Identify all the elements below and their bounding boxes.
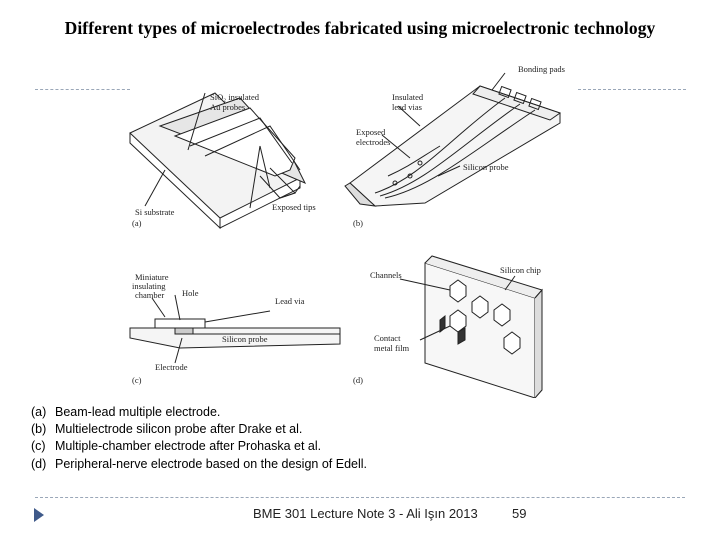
label-b-vias1: Insulated bbox=[392, 92, 424, 102]
label-c-elec: Electrode bbox=[155, 362, 188, 372]
label-c-lead: Lead via bbox=[275, 296, 305, 306]
label-b-probe: Silicon probe bbox=[463, 162, 509, 172]
label-a-tips: Exposed tips bbox=[272, 202, 316, 212]
caption-a bbox=[31, 404, 367, 421]
label-b-elec2: electrodes bbox=[356, 137, 391, 147]
label-d-chip: Silicon chip bbox=[500, 265, 541, 275]
caption-key: (a) bbox=[31, 405, 47, 419]
slide-bullet-icon bbox=[33, 507, 45, 528]
label-b-vias2: lead vias bbox=[392, 102, 422, 112]
label-c-min1: Miniature bbox=[135, 272, 169, 282]
caption-key: (b) bbox=[31, 422, 47, 437]
label-c-min3: chamber bbox=[135, 290, 165, 300]
caption-d bbox=[31, 456, 367, 473]
label-c-hole: Hole bbox=[182, 288, 199, 298]
label-b-elec1: Exposed bbox=[356, 127, 386, 137]
bottom-divider bbox=[35, 497, 685, 498]
label-d-contact1: Contact bbox=[374, 333, 401, 343]
panel-c-drawing bbox=[130, 295, 340, 363]
caption-text: Multiple-chamber electrode after Prohaska et al. bbox=[55, 439, 322, 454]
microelectrode-figure bbox=[120, 58, 590, 398]
label-d-channels: Channels bbox=[370, 270, 402, 280]
label-a-panel: (a) bbox=[132, 218, 142, 228]
caption-b bbox=[31, 421, 367, 438]
label-a-au: Au probes bbox=[210, 102, 246, 112]
top-right-divider bbox=[578, 89, 686, 90]
slide-footer: BME 301 Lecture Note 3 - Ali Işın 2013 bbox=[253, 506, 478, 521]
label-c-min2: insulating bbox=[132, 281, 166, 291]
label-d-panel: (d) bbox=[353, 375, 363, 385]
figure-captions bbox=[31, 404, 367, 473]
label-a-si: Si substrate bbox=[135, 207, 175, 217]
page-number: 59 bbox=[512, 506, 527, 521]
label-c-panel: (c) bbox=[132, 375, 142, 385]
caption-key: (d) bbox=[31, 456, 47, 471]
slide-title: Different types of microelectrodes fabricated using microelectronic technology bbox=[64, 18, 656, 38]
caption-key: (c) bbox=[31, 439, 46, 454]
top-left-divider bbox=[35, 89, 130, 90]
caption-c bbox=[31, 438, 367, 455]
label-b-panel: (b) bbox=[353, 218, 363, 228]
caption-text: Peripheral-nerve electrode based on the design of Edell. bbox=[55, 456, 368, 471]
caption-text: Multielectrode silicon probe after Drake et al. bbox=[55, 422, 303, 437]
label-a-sio2: SiO₂ insulated bbox=[210, 92, 260, 102]
microelectrode-diagram bbox=[120, 58, 590, 398]
label-d-contact2: metal film bbox=[374, 343, 410, 353]
panel-d-drawing bbox=[400, 256, 542, 398]
label-b-pads: Bonding pads bbox=[518, 64, 565, 74]
label-c-probe: Silicon probe bbox=[222, 334, 268, 344]
caption-text: Beam-lead multiple electrode. bbox=[55, 405, 221, 419]
